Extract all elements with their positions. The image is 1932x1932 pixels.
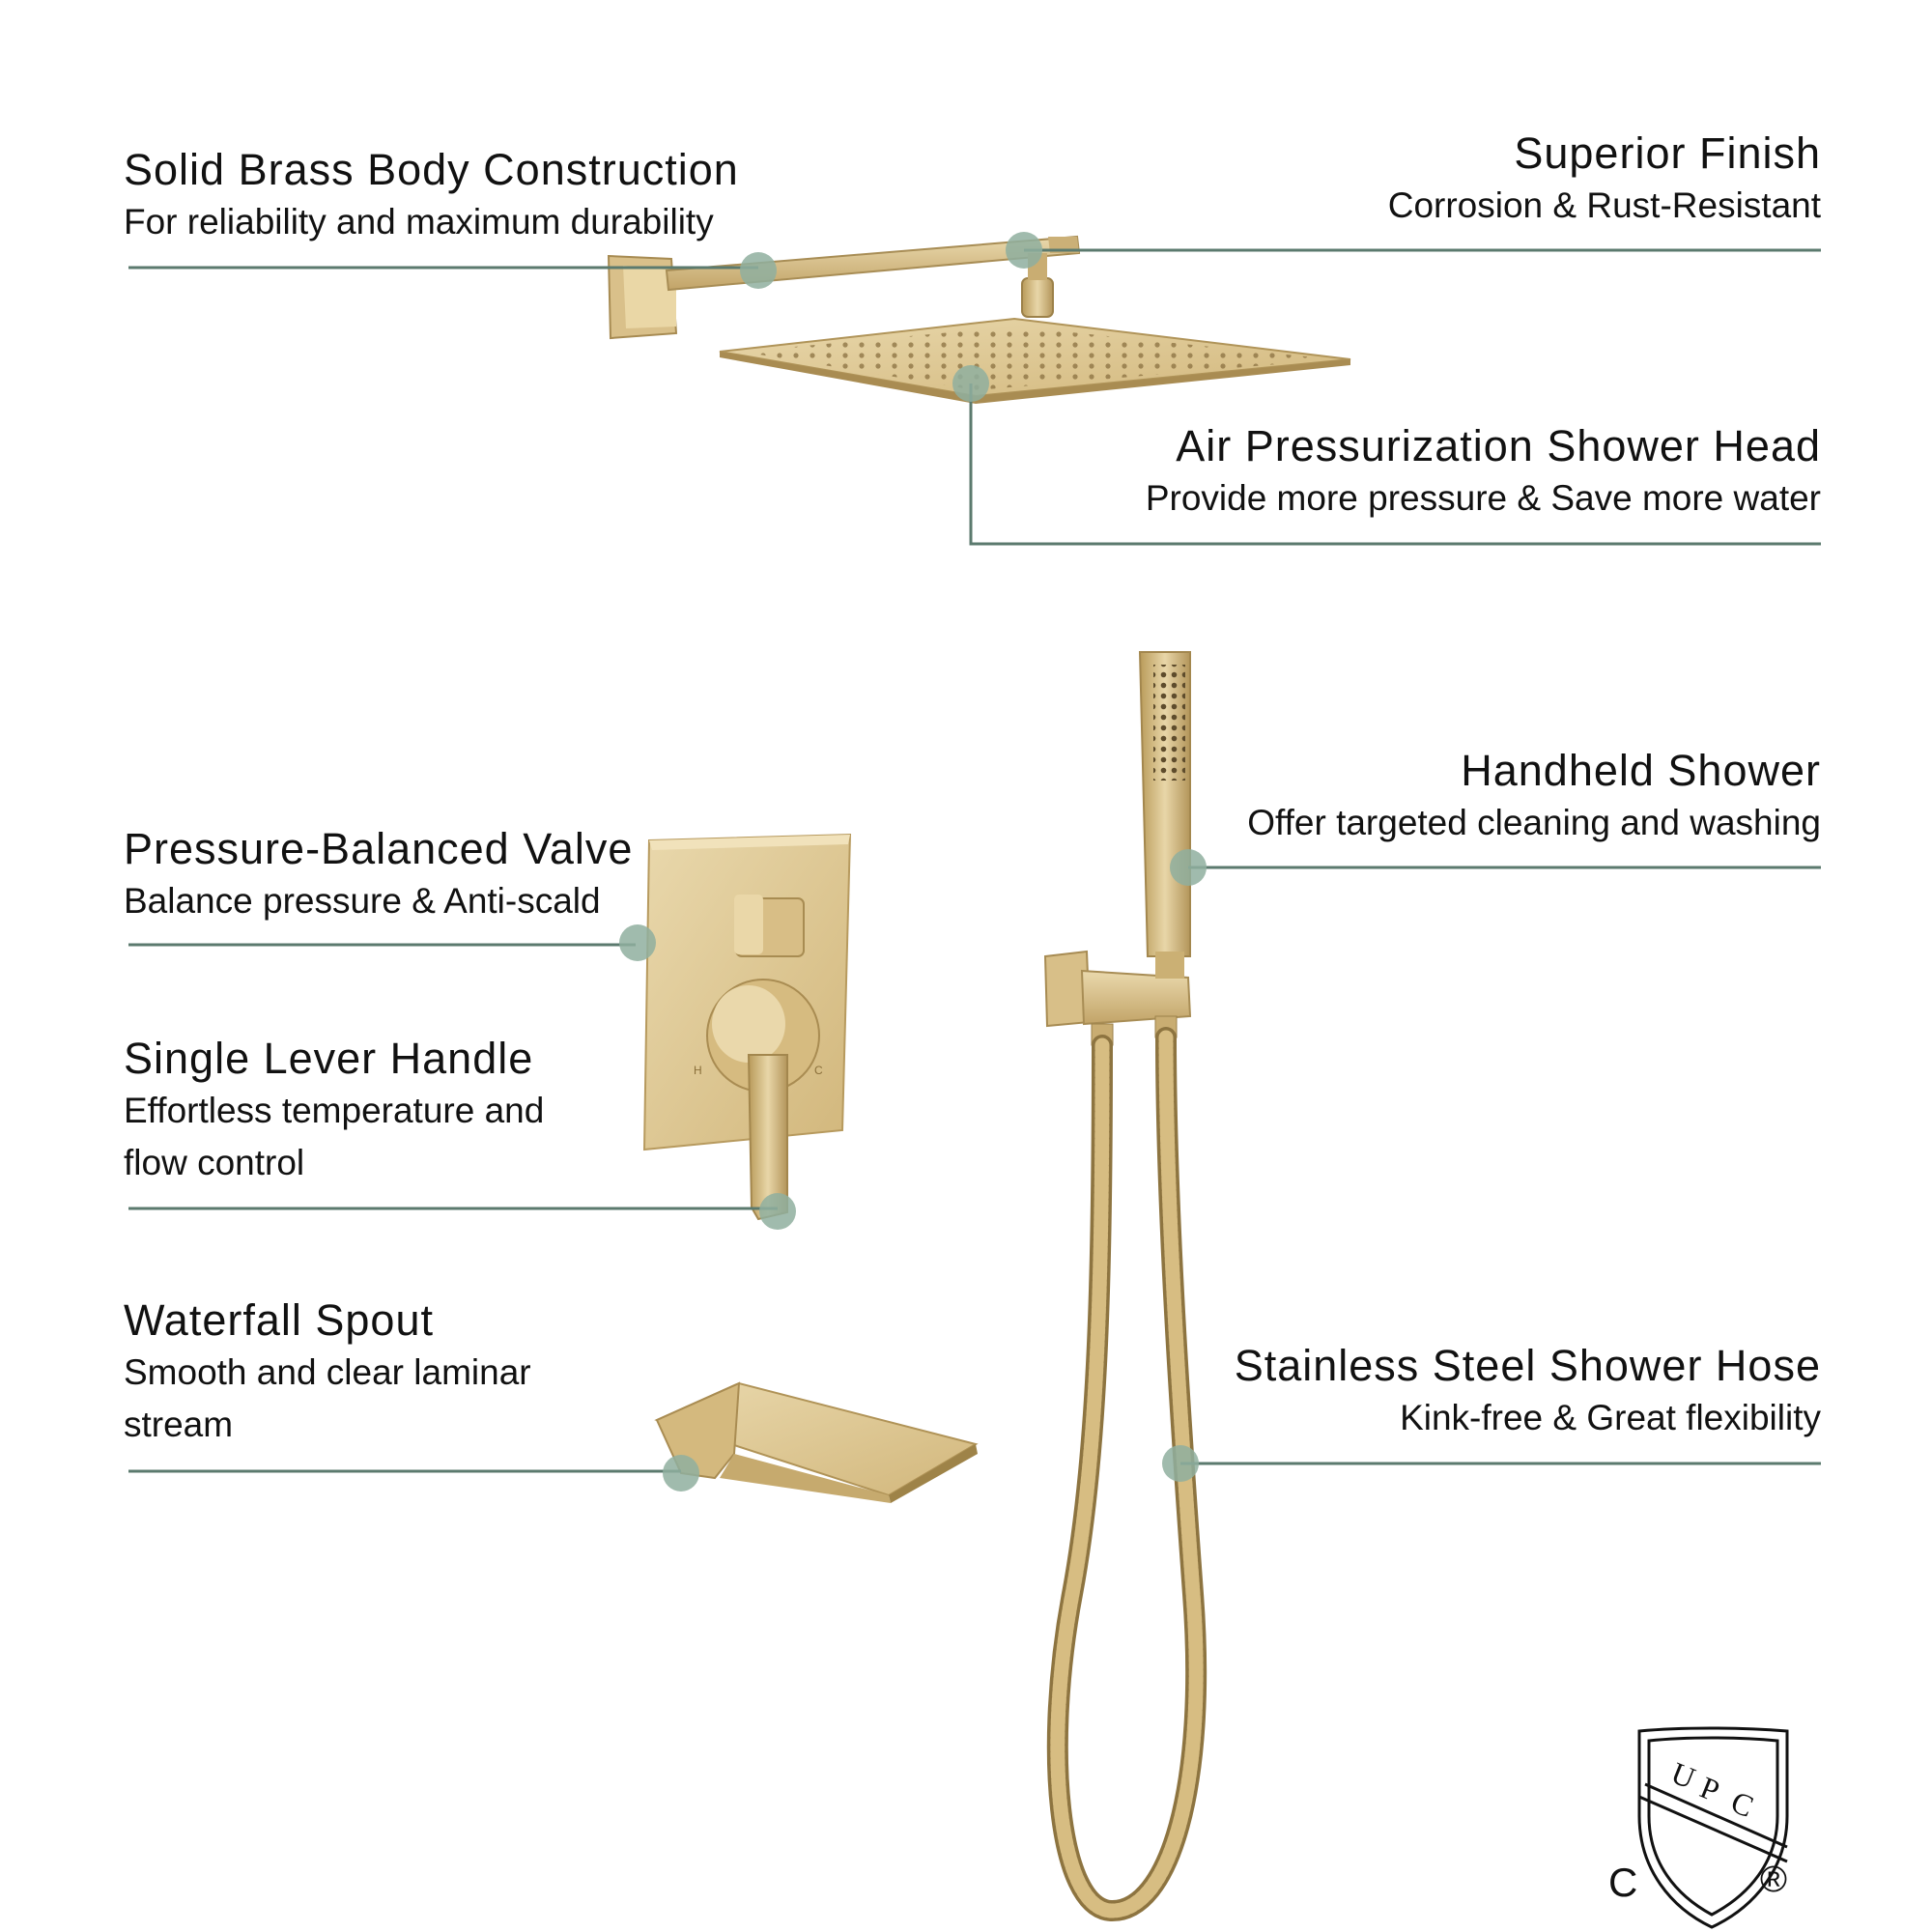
leader-dot <box>1162 1445 1199 1482</box>
feature-description: flow control <box>124 1143 305 1182</box>
svg-text:C: C <box>814 1064 823 1077</box>
callout-lever-handle <box>124 1034 544 1188</box>
svg-text:H: H <box>694 1064 702 1077</box>
callout-waterfall-spout <box>124 1295 531 1450</box>
upc-letter: P <box>1695 1769 1725 1808</box>
feature-description: Balance pressure & Anti-scald <box>124 881 601 921</box>
callout-handheld <box>1247 746 1821 848</box>
feature-description: Smooth and clear laminar <box>124 1352 531 1392</box>
leader-dot <box>759 1193 796 1230</box>
feature-description: Effortless temperature and <box>124 1091 545 1130</box>
feature-title: Stainless Steel Shower Hose <box>1234 1341 1821 1390</box>
callout-solid-brass <box>124 145 739 247</box>
certification-c-letter: C <box>1608 1860 1638 1905</box>
feature-description: Kink-free & Great flexibility <box>1400 1398 1821 1437</box>
feature-description: Corrosion & Rust-Resistant <box>1387 185 1821 225</box>
callout-superior-finish <box>1388 128 1821 231</box>
feature-description: For reliability and maximum durability <box>124 202 714 242</box>
feature-title: Waterfall Spout <box>124 1295 434 1345</box>
callout-air-pressurization <box>1146 421 1821 524</box>
callout-hose <box>1235 1341 1821 1443</box>
feature-title: Single Lever Handle <box>124 1034 534 1083</box>
upc-letter: U <box>1666 1754 1701 1796</box>
feature-description: stream <box>124 1405 234 1444</box>
callout-pressure-valve <box>124 824 633 926</box>
valve-trim-plate <box>644 835 850 1219</box>
feature-title: Air Pressurization Shower Head <box>1176 421 1821 470</box>
leader-dot <box>740 252 777 289</box>
feature-title: Pressure-Balanced Valve <box>124 824 634 873</box>
leader-dot <box>619 924 656 961</box>
feature-description: Provide more pressure & Save more water <box>1145 478 1821 518</box>
handheld-shower-assembly <box>1045 652 1196 1911</box>
waterfall-spout <box>657 1383 978 1503</box>
registered-mark: ® <box>1760 1860 1787 1900</box>
feature-title: Handheld Shower <box>1461 746 1821 795</box>
leader-dot <box>1170 849 1207 886</box>
feature-description: Offer targeted cleaning and washing <box>1247 803 1821 842</box>
upc-letter: C <box>1726 1783 1759 1825</box>
leader-dot <box>663 1455 699 1492</box>
leader-dot <box>1006 232 1042 269</box>
feature-title: Solid Brass Body Construction <box>124 145 739 194</box>
feature-title: Superior Finish <box>1514 128 1821 178</box>
leader-dot <box>952 365 989 402</box>
